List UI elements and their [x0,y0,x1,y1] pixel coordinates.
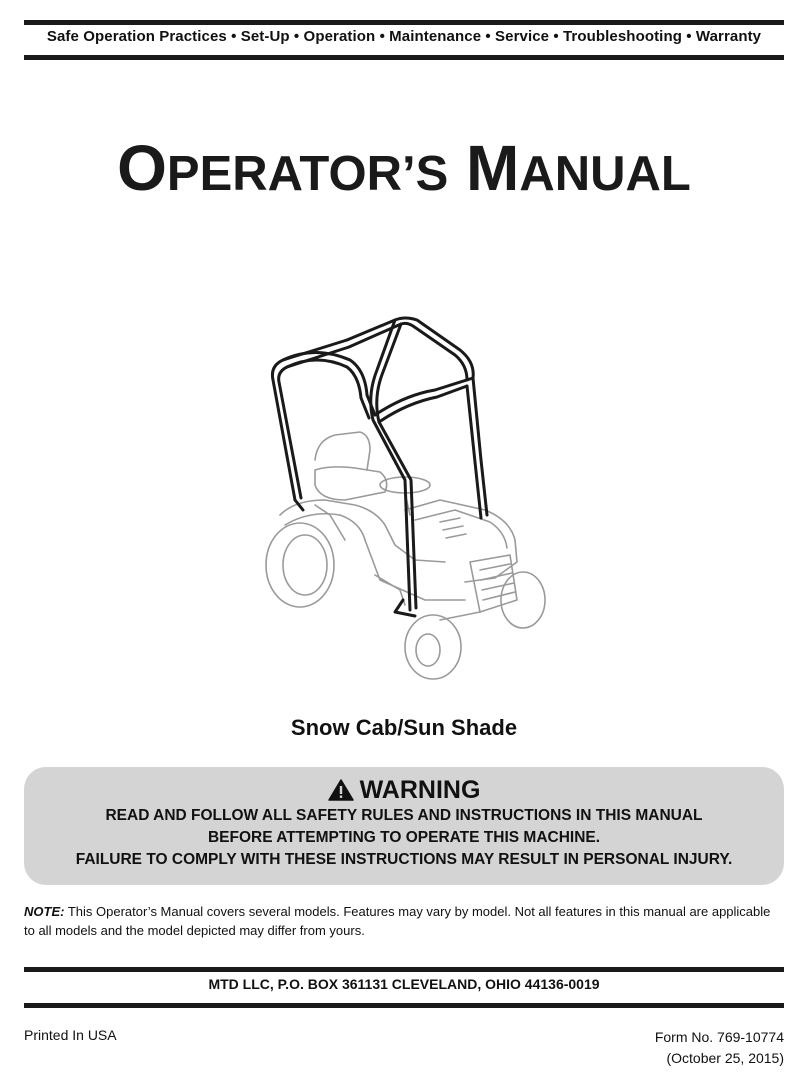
form-number: Form No. 769-10774 [654,1029,784,1045]
note-text: This Operator’s Manual covers several models. Features may vary by model. Not all features in this manual are applicable to all models and the model depicted may differ from yours. [24,904,771,938]
form-number-block [655,1027,784,1069]
title-perator: PERATOR [166,147,402,201]
warning-heading-text: WARNING [359,776,481,804]
warning-line-2: BEFORE ATTEMPTING TO OPERATE THIS MACHINE. [207,829,601,846]
top-rule-upper [24,20,784,25]
warning-box [24,767,784,885]
form-date: (October 25, 2015) [666,1050,784,1066]
top-rule-lower [24,55,784,60]
title-o: O [117,132,167,204]
section-nav-line: Safe Operation Practices • Set-Up • Operation • Maintenance • Service • Troubleshooting • Warranty [46,28,762,45]
title-anual: ANUAL [519,147,691,201]
warning-triangle-icon [328,778,354,802]
note-label: NOTE: [24,904,65,919]
title-m: M [466,132,520,204]
page-title [0,128,808,214]
warning-line-1: READ AND FOLLOW ALL SAFETY RULES AND INSTRUCTIONS IN THIS MANUAL [105,807,703,824]
product-name: Snow Cab/Sun Shade [290,715,518,740]
bottom-rule-lower [24,1003,784,1008]
company-address: MTD LLC, P.O. BOX 361131 CLEVELAND, OHIO 44136-0019 [208,976,600,992]
title-apostrophe-s: ’S [401,147,449,201]
note-paragraph [24,902,784,940]
warning-heading [24,775,784,805]
printed-in-usa: Printed In USA [24,1027,117,1043]
warning-line-3: FAILURE TO COMPLY WITH THESE INSTRUCTIONS MAY RESULT IN PERSONAL INJURY. [75,851,733,868]
tractor-with-snow-cab-illustration [255,300,555,690]
bottom-rule-upper [24,967,784,972]
